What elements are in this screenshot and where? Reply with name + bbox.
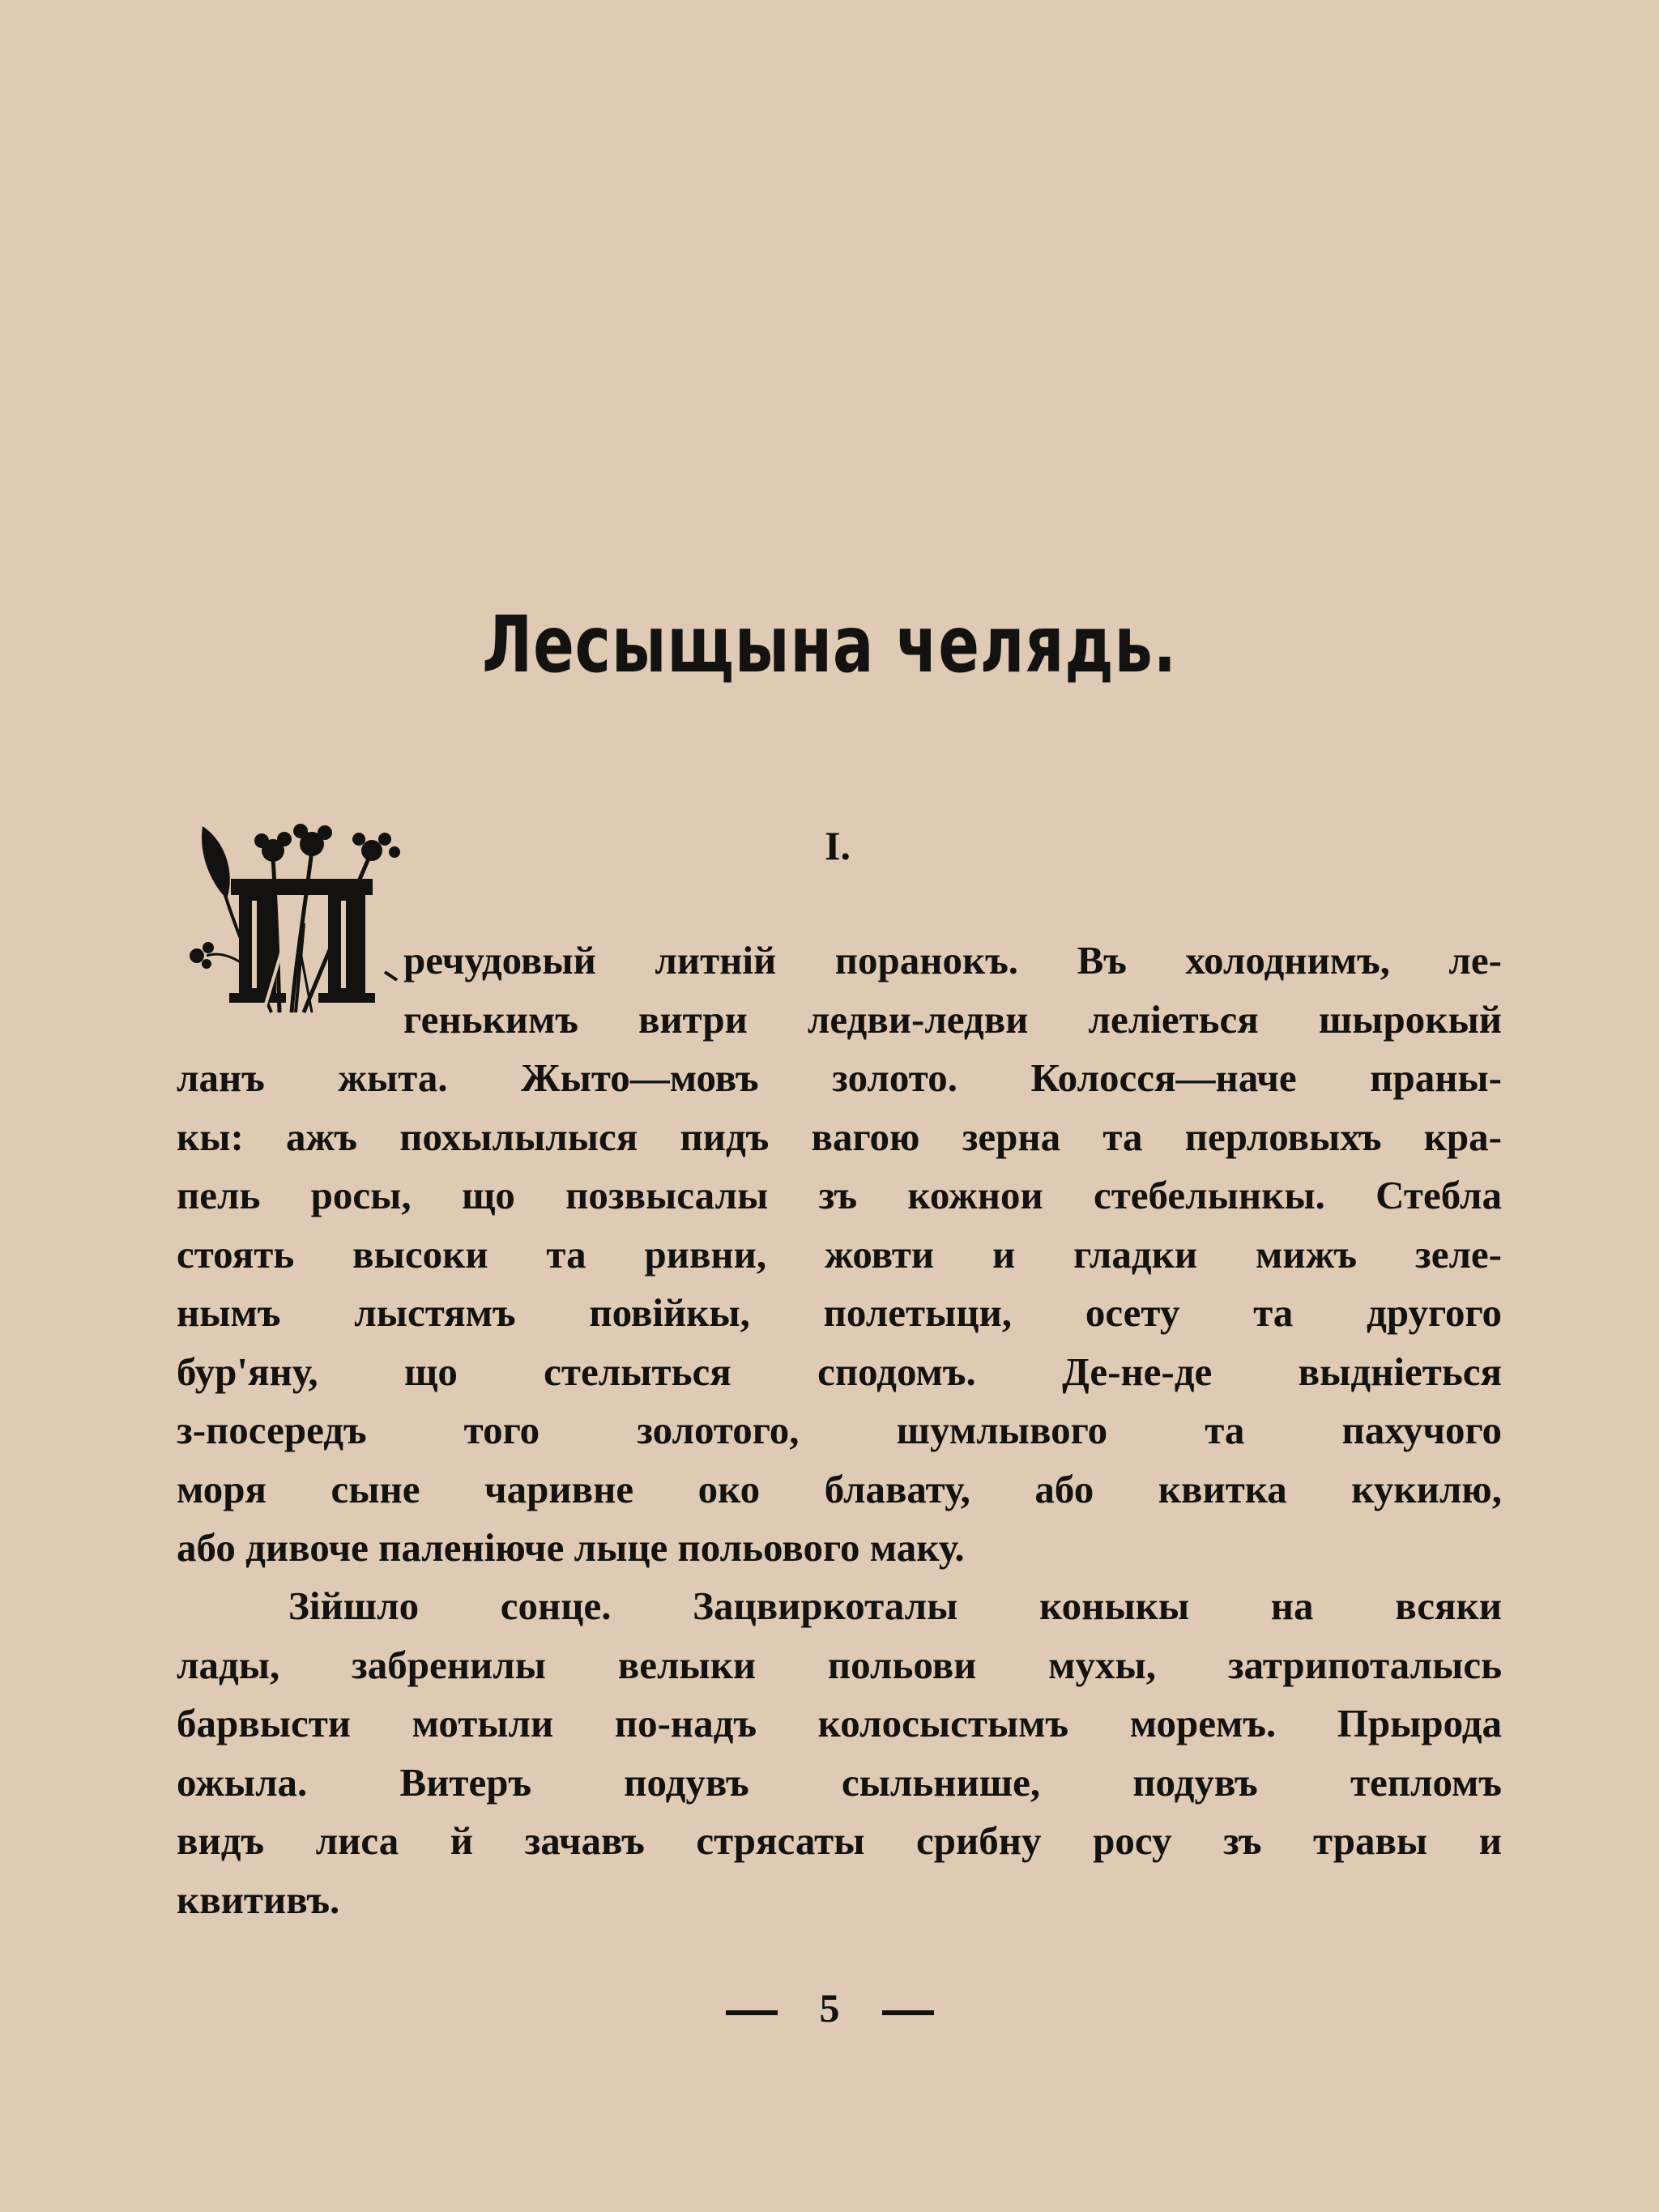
page-title: Лесыщына челядь. — [482, 599, 1177, 690]
paragraph-2 — [177, 1577, 1502, 1929]
text-line: речудовый литній поранокъ. Въ холоднимъ, ле- — [403, 938, 1502, 982]
chapter-numeral: I. — [825, 823, 851, 868]
text-line: лады, забренилы велыки польови мухы, затрипоталысь — [177, 1642, 1502, 1687]
text-line: нымъ лыстямъ повійкы, полетыци, осету та другого — [177, 1290, 1502, 1335]
text-line: ланъ жыта. Жыто—мовъ золото. Колосся—наче праны- — [177, 1055, 1502, 1100]
text-line: моря сыне чаривне око блавату, або квитка кукилю, — [177, 1466, 1502, 1511]
page-number: 5 — [819, 1985, 840, 2031]
text-line: генькимъ витри ледви-ледви леліеться шырокый — [403, 996, 1502, 1042]
text-line: ожыла. Витеръ подувъ сыльнише, подувъ тепломъ — [177, 1759, 1502, 1805]
text-line: або дивоче паленіюче лыце польового маку. — [177, 1525, 965, 1570]
text-line: квитивъ. — [177, 1877, 340, 1922]
text-line: видъ лиса й зачавъ стрясаты срибну росу зъ травы и — [177, 1818, 1502, 1863]
paragraph-1 — [177, 931, 1502, 1578]
text-line: пель росы, що позвысалы зъ кожнои стебелынкы. Стебла — [177, 1173, 1502, 1217]
text-line: з-посередъ того золотого, шумлывого та пахучого — [177, 1408, 1502, 1452]
page-number-footer — [0, 1984, 1659, 2031]
text-line: стоять высоки та ривни, жовти и гладки мижъ зеле- — [177, 1231, 1502, 1276]
left-dash — [726, 2010, 778, 2015]
text-line: кы: ажъ похылылыся пидъ вагою зерна та перловыхъ кра- — [177, 1114, 1502, 1159]
right-dash — [882, 2010, 934, 2015]
text-line: Зійшло сонце. Зацвиркоталы коныкы на всяки — [288, 1583, 1502, 1628]
text-line: барвысти мотыли по-надъ колосыстымъ моремъ. Прырода — [177, 1701, 1502, 1745]
text-line: бур'яну, що стелыться сподомъ. Де-не-де выдніеться — [177, 1349, 1502, 1394]
